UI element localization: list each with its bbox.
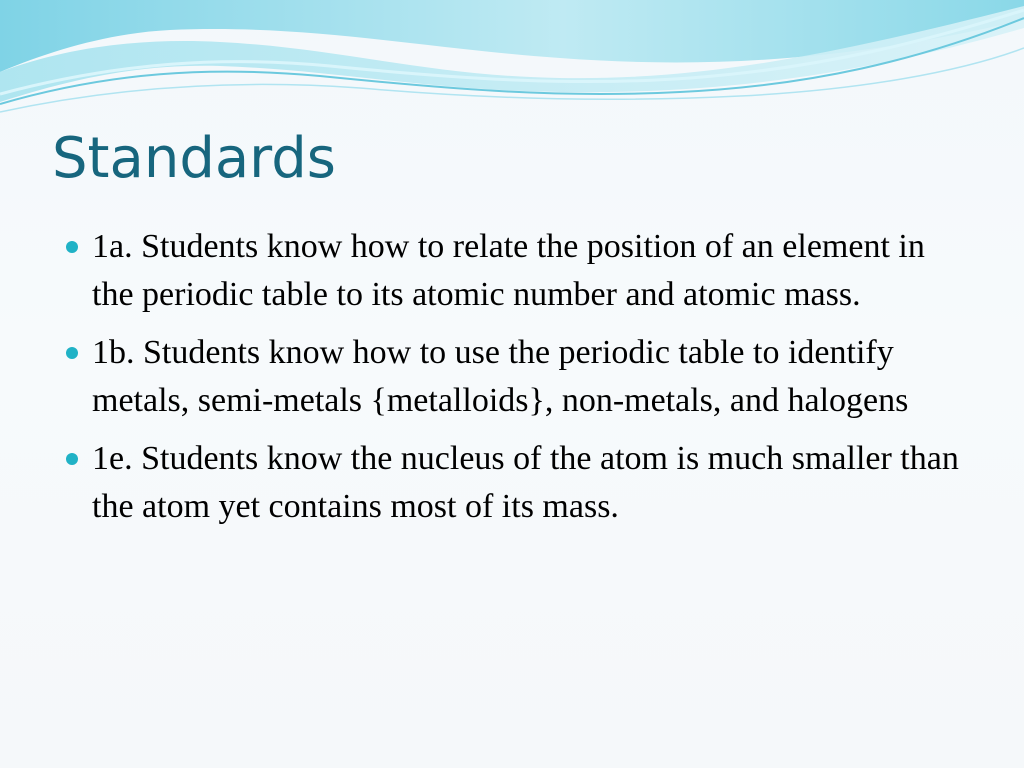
bullet-dot-icon	[66, 347, 78, 359]
bullet-item-1e	[60, 435, 965, 531]
bullet-dot-icon	[66, 453, 78, 465]
bullet-dot-icon	[66, 241, 78, 253]
bullet-list	[60, 223, 965, 541]
wave-header-decoration	[0, 0, 1024, 120]
slide-title: Standards	[52, 126, 336, 191]
bullet-item-1a	[60, 223, 965, 319]
bullet-text-1e: 1e. Students know the nucleus of the atom is much smaller than the atom yet contains most of its mass.	[92, 440, 959, 525]
bullet-text-1a: 1a. Students know how to relate the position of an element in the periodic table to its atomic number and atomic mass.	[92, 228, 925, 313]
bullet-text-1b: 1b. Students know how to use the periodic table to identify metals, semi-metals {metalloids}, non-metals, and halogens	[92, 334, 909, 419]
bullet-item-1b	[60, 329, 965, 425]
